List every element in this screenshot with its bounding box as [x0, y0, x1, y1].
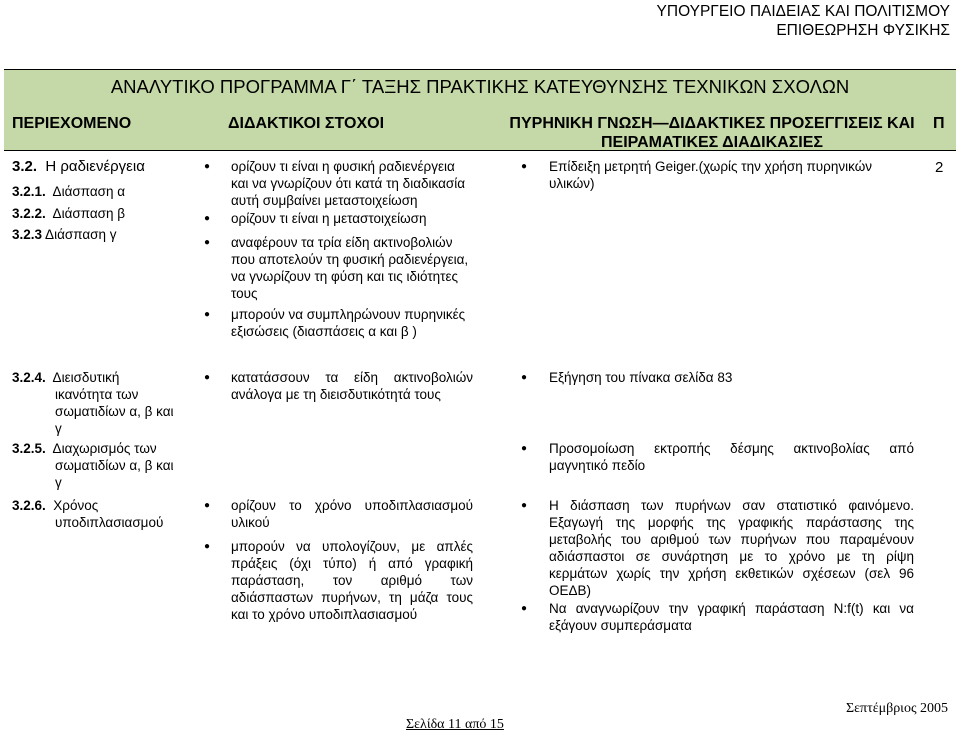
bullet-icon: ●	[204, 161, 211, 172]
objective-item: αναφέρουν τα τρία είδη ακτινοβολιών που αποτελούν τη φυσική ραδιενέργεια, να γνωρίζουν τη φύση και τις ιδιότητες τους	[231, 235, 469, 301]
prior-item: Προσομοίωση εκτροπής δέσμης ακτινοβολίας από μαγνητικό πεδίο	[549, 441, 914, 473]
col-header-prior: ΠΥΡΗΝΙΚΗ ΓΝΩΣΗ—ΔΙΔΑΚΤΙΚΕΣ ΠΡΟΣΕΓΓΙΣΕΙΣ ΚΑΙ ΠΕΙΡΑΜΑΤΙΚΕΣ ΔΙΑΔΙΚΑΣΙΕΣ	[509, 115, 915, 151]
bullet-icon: ●	[204, 213, 211, 224]
bullet-icon: ●	[204, 237, 211, 248]
objective-item: ορίζουν τι είναι η μεταστοιχείωση	[231, 211, 427, 226]
prior-item: Εξήγηση του πίνακα σελίδα 83	[549, 370, 733, 385]
page-number: Σελίδα 11 από 15	[406, 717, 504, 732]
subsection-item: 3.2.2. Διάσπαση β	[12, 206, 125, 221]
prior-item: Η διάσπαση των πυρήνων σαν στατιστικό φαινόμενο. Εξαγωγή της μορφής της γραφικής παράστασης της μεταβολής του αριθμού των πυρήνων που παραμένουν αδιάσπαστοι σε συνάρτηση με το χρόνο με τη ρίψη κερμάτων χωρίς την χρήση εκθετικών σχέσεων (σελ 96 ΟΕΔΒ)	[549, 498, 914, 598]
bullet-icon: ●	[204, 309, 211, 320]
department-name: ΕΠΙΘΕΩΡΗΣΗ ΦΥΣΙΚΗΣ	[776, 22, 950, 39]
page-title: ΑΝΑΛΥΤΙΚΟ ΠΡΟΓΡΑΜΜΑ Γ΄ ΤΑΞΗΣ ΠΡΑΚΤΙΚΗΣ ΚΑΤΕΥΘΥΝΣΗΣ ΤΕΧΝΙΚΩΝ ΣΧΟΛΩΝ	[110, 76, 850, 97]
col-header-objectives: ΔΙΔΑΚΤΙΚΟΙ ΣΤΟΧΟΙ	[228, 115, 385, 132]
objective-item: μπορούν να συμπληρώνουν πυρηνικές εξισώσεις (διασπάσεις α και β )	[231, 307, 466, 339]
bullet-icon: ●	[204, 372, 211, 383]
section-heading: 3.2. Η ραδιενέργεια	[12, 158, 145, 175]
bullet-icon: ●	[204, 500, 211, 511]
bullet-icon: ●	[521, 443, 528, 454]
subsection-item: 3.2.3 Διάσπαση γ	[12, 227, 117, 242]
col-header-periods: Π	[933, 115, 945, 132]
bullet-icon: ●	[521, 161, 528, 172]
objective-item: ορίζουν τι είναι η φυσική ραδιενέργεια και να γνωρίζουν ότι κατά τη διαδικασία αυτή συμβαίνει μεταστοιχείωση	[231, 159, 466, 208]
document-date: Σεπτέμβριος 2005	[845, 701, 948, 716]
objective-item: μπορούν να υπολογίζουν, με απλές πράξεις (όχι τύπο) ή από γραφική παράσταση, τον αριθμό των αδιάσπαστων πυρήνων, τη μάζα τους και το χρόνο υποδιπλασιασμού	[231, 539, 473, 622]
objective-item: κατατάσσουν τα είδη ακτινοβολιών ανάλογα με τη διεισδυτικότητά τους	[231, 370, 473, 402]
ministry-name: ΥΠΟΥΡΓΕΙΟ ΠΑΙΔΕΙΑΣ ΚΑΙ ΠΟΛΙΤΙΣΜΟΥ	[656, 3, 950, 20]
prior-item: Να αναγνωρίζουν την γραφική παράσταση N:f(t) και να εξάγουν συμπεράσματα	[549, 601, 914, 633]
bullet-icon: ●	[521, 603, 528, 614]
subsection-item: 3.2.6. Χρόνος υποδιπλασιασμού	[12, 498, 164, 530]
objective-item: ορίζουν το χρόνο υποδιπλασιασμού υλικού	[231, 498, 473, 530]
subsection-item: 3.2.4. Διεισδυτική ικανότητα των σωματιδίων α, β και γ	[12, 370, 174, 436]
title-top-rule	[4, 69, 956, 70]
bullet-icon: ●	[521, 500, 528, 511]
bullet-icon: ●	[204, 541, 211, 552]
col-header-content: ΠΕΡΙΕΧΟΜΕΝΟ	[12, 115, 132, 132]
bullet-icon: ●	[521, 372, 528, 383]
periods-value: 2	[935, 159, 944, 176]
subsection-item: 3.2.5. Διαχωρισμός των σωματιδίων α, β και γ	[12, 441, 174, 490]
prior-item: Επίδειξη μετρητή Geiger.(χωρίς την χρήση πυρηνικών υλικών)	[549, 159, 872, 191]
subsection-item: 3.2.1. Διάσπαση α	[12, 184, 126, 199]
